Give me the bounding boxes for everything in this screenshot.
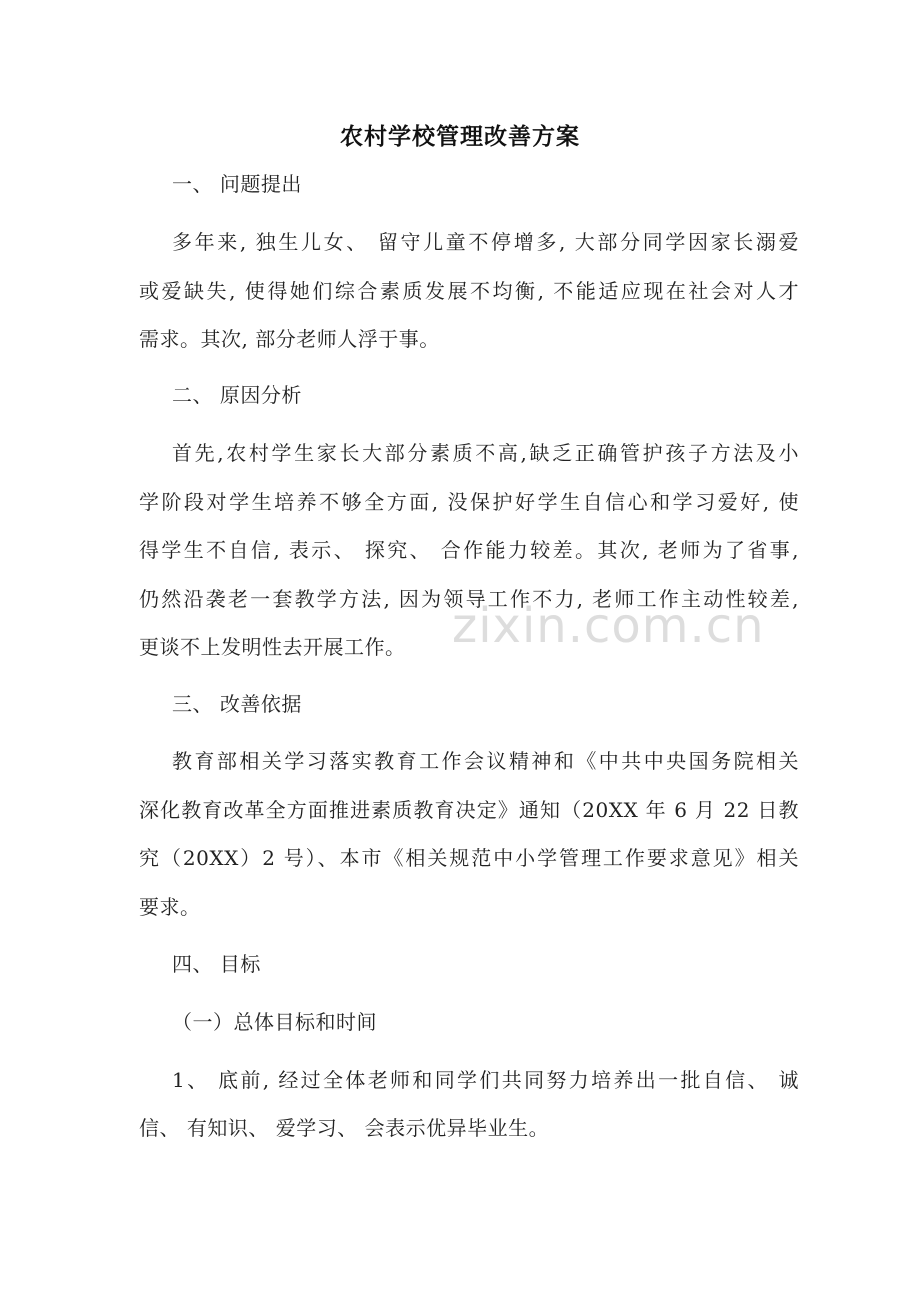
paragraph-line: 要求。 xyxy=(139,895,201,919)
paragraph-line: 教育部相关学习落实教育工作会议精神和《中共中央国务院相关 xyxy=(172,749,799,773)
document-title: 农村学校管理改善方案 xyxy=(340,123,580,150)
section-heading-1: 一、 问题提出 xyxy=(172,172,302,196)
paragraph-line: 信、 有知识、 爱学习、 会表示优异毕业生。 xyxy=(139,1116,550,1140)
section-heading-3: 三、 改善依据 xyxy=(172,692,302,716)
paragraph-line: 深化教育改革全方面推进素质教育决定》通知（20XX 年 6 月 22 日教 xyxy=(139,798,799,822)
paragraph-line: 究（20XX）2 号）、本市《相关规范中小学管理工作要求意见》相关 xyxy=(139,846,799,870)
section-heading-4: 四、 目标 xyxy=(172,952,261,976)
paragraph-line: 仍然沿袭老一套教学方法, 因为领导工作不力, 老师工作主动性较差, xyxy=(139,587,799,611)
paragraph-line: 1、 底前, 经过全体老师和同学们共同努力培养出一批自信、 诚 xyxy=(172,1068,799,1092)
paragraph-line: 学阶段对学生培养不够全方面, 没保护好学生自信心和学习爱好, 使 xyxy=(139,490,799,514)
paragraph-line: 需求。其次, 部分老师人浮于事。 xyxy=(139,327,440,351)
paragraph-line: 或爱缺失, 使得她们综合素质发展不均衡, 不能适应现在社会对人才 xyxy=(139,279,799,303)
subsection-heading: （一）总体目标和时间 xyxy=(172,1010,377,1034)
paragraph-line: 更谈不上发明性去开展工作。 xyxy=(139,635,406,659)
paragraph-line: 首先,农村学生家长大部分素质不高,缺乏正确管护孩子方法及小 xyxy=(172,441,799,465)
section-heading-2: 二、 原因分析 xyxy=(172,383,302,407)
paragraph-line: 多年来, 独生儿女、 留守儿童不停增多, 大部分同学因家长溺爱 xyxy=(172,230,799,254)
paragraph-line: 得学生不自信, 表示、 探究、 合作能力较差。其次, 老师为了省事, xyxy=(139,538,799,562)
watermark: zixin.com.cn xyxy=(452,598,765,654)
